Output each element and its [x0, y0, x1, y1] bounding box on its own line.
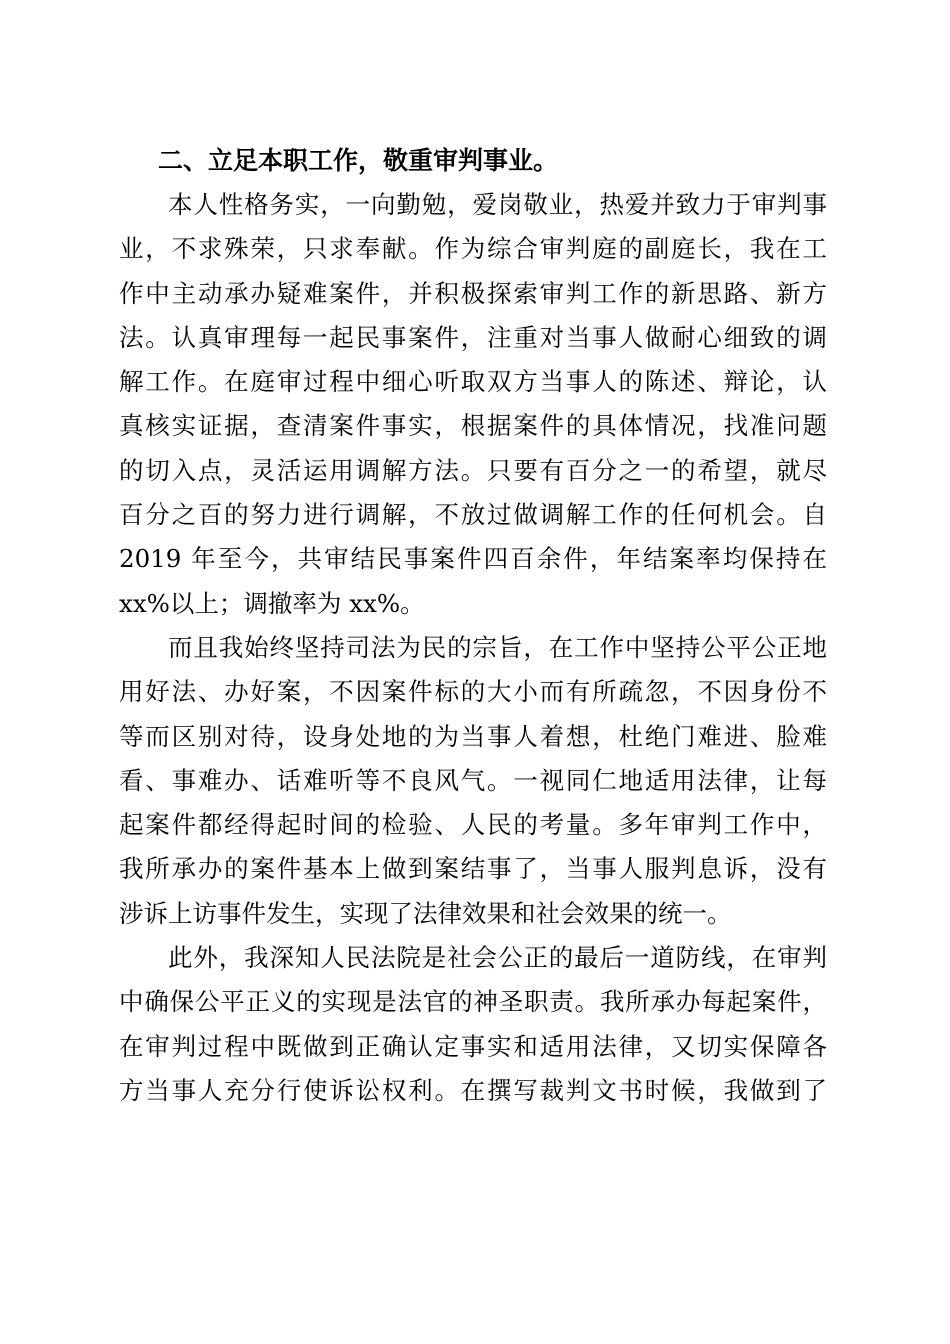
text-line: 等而区别对待，设身处地的为当事人着想，杜绝门难进、脸难	[119, 721, 827, 751]
text-line: 用好法、办好案，不因案件标的大小而有所疏忽，不因身份不	[119, 677, 827, 707]
text-line: 法。认真审理每一起民事案件，注重对当事人做耐心细致的调	[119, 322, 827, 352]
text-line: 看、事难办、话难听等不良风气。一视同仁地适用法律，让每	[119, 765, 827, 795]
paragraph-case-handling	[119, 183, 827, 626]
text-line: 中确保公平正义的实现是法官的神圣职责。我所承办每起案件，	[119, 987, 827, 1017]
text-line: 而且我始终坚持司法为民的宗旨，在工作中坚持公平公正地	[168, 633, 827, 662]
paragraph-fairness	[119, 936, 827, 1113]
text-line: 百分之百的努力进行调解，不放过做调解工作的任何机会。自	[119, 500, 827, 530]
text-line: 2019 年至今，共审结民事案件四百余件，年结案率均保持在	[119, 544, 827, 574]
text-line: 的切入点，灵活运用调解方法。只要有百分之一的希望，就尽	[119, 455, 827, 485]
section-heading: 二、立足本职工作，敬重审判事业。	[158, 146, 559, 175]
text-line: 作中主动承办疑难案件，并积极探索审判工作的新思路、新方	[119, 278, 827, 308]
text-line: 方当事人充分行使诉讼权利。在撰写裁判文书时候，我做到了	[119, 1075, 827, 1105]
text-line: 解工作。在庭审过程中细心听取双方当事人的陈述、辩论，认	[119, 367, 827, 397]
text-line: 业，不求殊荣，只求奉献。作为综合审判庭的副庭长，我在工	[119, 234, 827, 264]
text-line: 起案件都经得起时间的检验、人民的考量。多年审判工作中，	[119, 810, 827, 840]
text-line: 涉诉上访事件发生，实现了法律效果和社会效果的统一。	[119, 898, 732, 928]
text-line: 我所承办的案件基本上做到案结事了，当事人服判息诉，没有	[119, 854, 827, 884]
text-line: 在审判过程中既做到正确认定事实和适用法律，又切实保障各	[119, 1031, 827, 1061]
text-line: 真核实证据，查清案件事实，根据案件的具体情况，找准问题	[119, 411, 827, 441]
text-line: 本人性格务实，一向勤勉，爱岗敬业，热爱并致力于审判事	[168, 190, 827, 219]
text-line: 此外，我深知人民法院是社会公正的最后一道防线，在审判	[168, 943, 827, 972]
paragraph-justice-for-people	[119, 626, 827, 936]
text-line: xx%以上；调撤率为 xx%。	[119, 588, 425, 618]
